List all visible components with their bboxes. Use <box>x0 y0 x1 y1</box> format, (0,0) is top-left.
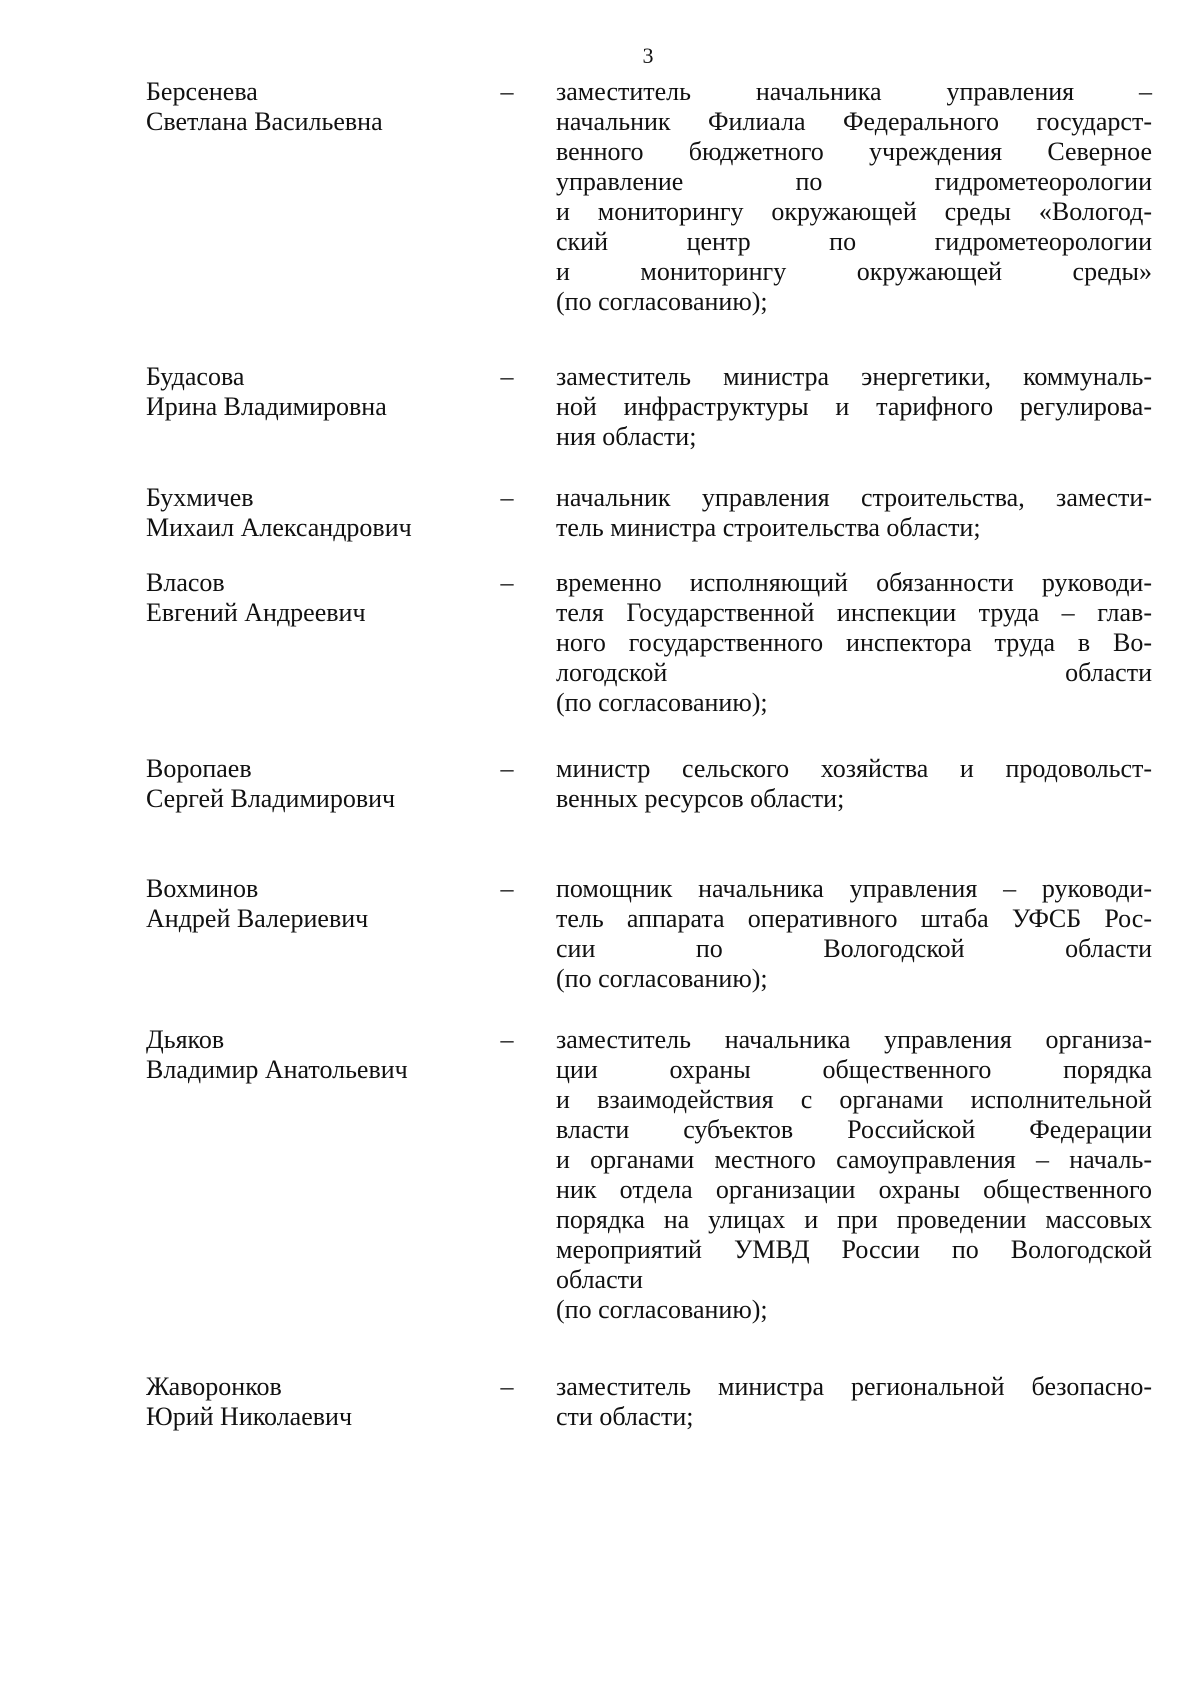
description-line: заместитель министра региональной безопасно- <box>556 1372 1152 1401</box>
description-line: и мониторингу окружающей среды «Вологод- <box>556 197 1152 226</box>
description-line: (по согласованию); <box>556 688 768 717</box>
person-name <box>146 77 486 137</box>
person-name <box>146 754 486 814</box>
person-name <box>146 568 486 628</box>
position-description <box>556 362 1152 452</box>
person-name <box>146 1372 486 1432</box>
description-line: временно исполняющий обязанности руководи- <box>556 568 1152 597</box>
description-line: и органами местного самоуправления – началь- <box>556 1145 1152 1174</box>
given-names: Светлана Васильевна <box>146 107 383 136</box>
surname: Бухмичев <box>146 483 254 512</box>
description-line: заместитель министра энергетики, коммуналь- <box>556 362 1152 391</box>
given-names: Владимир Анатольевич <box>146 1055 408 1084</box>
description-line: и взаимодействия с органами исполнительной <box>556 1085 1152 1114</box>
description-line: ной инфраструктуры и тарифного регулирова- <box>556 392 1152 421</box>
given-names: Андрей Валериевич <box>146 904 369 933</box>
dash-separator: – <box>500 362 514 391</box>
position-description <box>556 77 1152 317</box>
dash-separator: – <box>500 1372 514 1401</box>
person-name <box>146 1025 486 1085</box>
position-description <box>556 568 1152 718</box>
description-line: тель министра строительства области; <box>556 513 981 542</box>
description-line: заместитель начальника управления организа- <box>556 1025 1152 1054</box>
description-line: (по согласованию); <box>556 964 768 993</box>
given-names: Михаил Александрович <box>146 513 412 542</box>
description-line: власти субъектов Российской Федерации <box>556 1115 1152 1144</box>
given-names: Юрий Николаевич <box>146 1402 353 1431</box>
dash-separator: – <box>500 77 514 106</box>
dash-separator: – <box>500 754 514 783</box>
surname: Вохминов <box>146 874 259 903</box>
description-line: тель аппарата оперативного штаба УФСБ Рос- <box>556 904 1152 933</box>
description-line: мероприятий УМВД России по Вологодской <box>556 1235 1152 1264</box>
surname: Власов <box>146 568 225 597</box>
position-description <box>556 754 1152 814</box>
surname: Берсенева <box>146 77 258 106</box>
description-line: ский центр по гидрометеорологии <box>556 227 1152 256</box>
given-names: Сергей Владимирович <box>146 784 396 813</box>
description-line: начальник Филиала Федерального государст- <box>556 107 1152 136</box>
description-line: помощник начальника управления – руководи- <box>556 874 1152 903</box>
description-line: венного бюджетного учреждения Северное <box>556 137 1152 166</box>
dash-separator: – <box>500 1025 514 1054</box>
description-line: сии по Вологодской области <box>556 934 1152 963</box>
description-line: ного государственного инспектора труда в Во- <box>556 628 1152 657</box>
description-line: (по согласованию); <box>556 287 768 316</box>
description-line: сти области; <box>556 1402 694 1431</box>
given-names: Ирина Владимировна <box>146 392 387 421</box>
description-line: (по согласованию); <box>556 1295 768 1324</box>
surname: Дьяков <box>146 1025 225 1054</box>
dash-separator: – <box>500 568 514 597</box>
description-line: управление по гидрометеорологии <box>556 167 1152 196</box>
description-line: теля Государственной инспекции труда – глав- <box>556 598 1152 627</box>
person-name <box>146 362 486 422</box>
person-name <box>146 483 486 543</box>
position-description <box>556 483 1152 543</box>
description-line: венных ресурсов области; <box>556 784 845 813</box>
surname: Воропаев <box>146 754 252 783</box>
description-line: логодской области <box>556 658 1152 687</box>
person-name <box>146 874 486 934</box>
dash-separator: – <box>500 874 514 903</box>
surname: Будасова <box>146 362 245 391</box>
description-line: ния области; <box>556 422 697 451</box>
position-description <box>556 1025 1152 1325</box>
position-description <box>556 874 1152 994</box>
description-line: порядка на улицах и при проведении массовых <box>556 1205 1152 1234</box>
surname: Жаворонков <box>146 1372 282 1401</box>
given-names: Евгений Андреевич <box>146 598 366 627</box>
description-line: и мониторингу окружающей среды» <box>556 257 1152 286</box>
dash-separator: – <box>500 483 514 512</box>
description-line: заместитель начальника управления – <box>556 77 1152 106</box>
description-line: министр сельского хозяйства и продовольст- <box>556 754 1152 783</box>
page-number: 3 <box>642 43 654 68</box>
position-description <box>556 1372 1152 1432</box>
description-line: ции охраны общественного порядка <box>556 1055 1152 1084</box>
description-line: области <box>556 1265 643 1294</box>
description-line: ник отдела организации охраны общественного <box>556 1175 1152 1204</box>
description-line: начальник управления строительства, замести- <box>556 483 1152 512</box>
